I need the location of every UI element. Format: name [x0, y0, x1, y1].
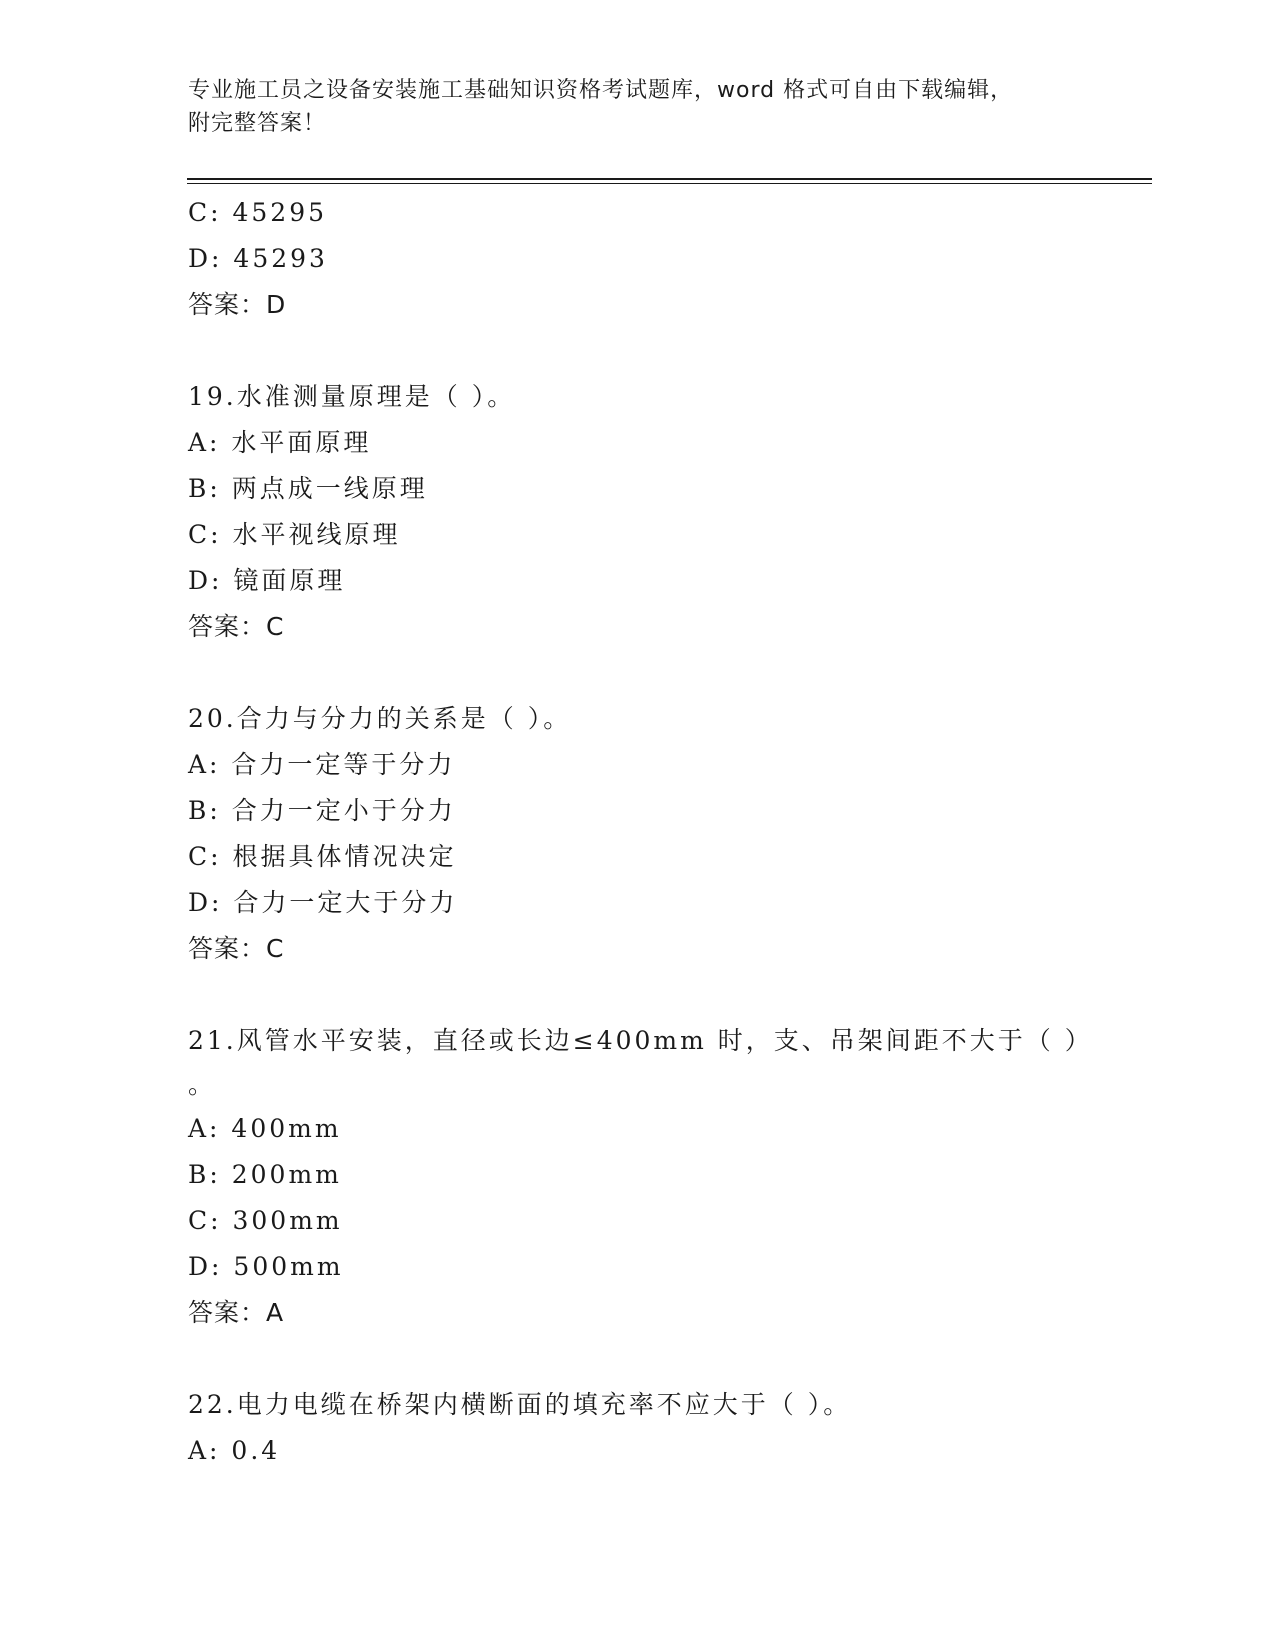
question-21 — [188, 1018, 1148, 1336]
header-title-line-2: 附完整答案！ — [188, 111, 327, 136]
option-d: D: 镜面原理 — [188, 566, 346, 595]
option-d: D: 合力一定大于分力 — [188, 888, 458, 917]
question-list — [188, 190, 1148, 1474]
option-a: A: 400mm — [188, 1114, 342, 1143]
question-20 — [188, 696, 1148, 972]
option-b: B: 合力一定小于分力 — [188, 796, 456, 825]
question-19 — [188, 374, 1148, 650]
answer: 答案：C — [188, 612, 285, 641]
option-b: B: 两点成一线原理 — [188, 474, 428, 503]
spacer — [188, 328, 1148, 374]
option-c: C: 水平视线原理 — [188, 520, 401, 549]
option-b: B: 200mm — [188, 1160, 342, 1189]
option-c: C: 45295 — [188, 198, 328, 227]
option-a: A: 0.4 — [188, 1436, 281, 1465]
header-divider-thin — [187, 183, 1152, 184]
header-title-line-1: 专业施工员之设备安装施工基础知识资格考试题库，word 格式可自由下载编辑， — [188, 78, 1014, 103]
option-d: D: 500mm — [188, 1252, 344, 1281]
question-text: 19.水准测量原理是（ ）。 — [188, 382, 516, 411]
question-text-continuation: 。 — [188, 1070, 214, 1099]
header-divider-thick — [187, 178, 1152, 180]
spacer — [188, 972, 1148, 1018]
option-a: A: 合力一定等于分力 — [188, 750, 456, 779]
option-d: D: 45293 — [188, 244, 328, 273]
option-c: C: 300mm — [188, 1206, 343, 1235]
answer: 答案：A — [188, 1298, 285, 1327]
question-text: 22.电力电缆在桥架内横断面的填充率不应大于（ ）。 — [188, 1390, 852, 1419]
document-header — [188, 74, 1088, 140]
spacer — [188, 650, 1148, 696]
spacer — [188, 1336, 1148, 1382]
answer: 答案：C — [188, 934, 285, 963]
answer: 答案：D — [188, 290, 287, 319]
option-a: A: 水平面原理 — [188, 428, 372, 457]
question-18-tail — [188, 190, 1148, 328]
option-c: C: 根据具体情况决定 — [188, 842, 457, 871]
question-text: 20.合力与分力的关系是（ ）。 — [188, 704, 572, 733]
question-22 — [188, 1382, 1148, 1474]
question-text: 21.风管水平安装，直径或长边≤400mm 时，支、吊架间距不大于（ ） — [188, 1026, 1093, 1055]
